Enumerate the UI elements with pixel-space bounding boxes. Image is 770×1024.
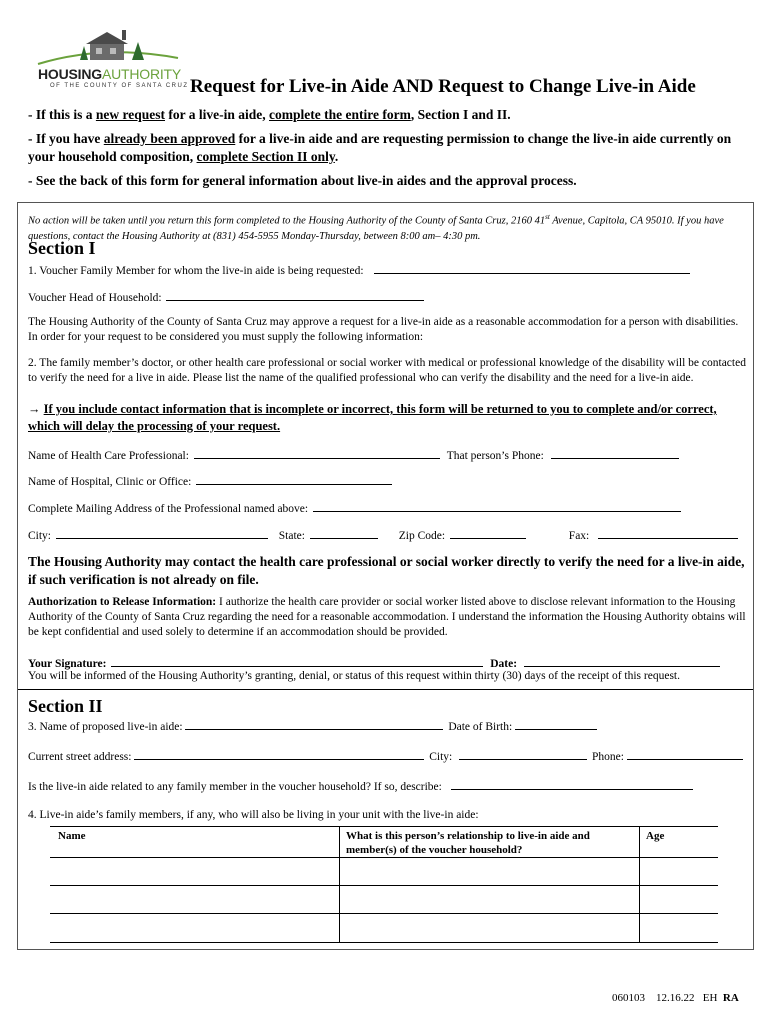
aide-dob-field[interactable] xyxy=(515,718,597,730)
professional-row: Name of Health Care Professional: That person’s Phone: xyxy=(28,447,748,464)
table-row[interactable] xyxy=(50,942,718,943)
incomplete-info-warning: → If you include contact information that is incomplete or incorrect, this form will be returned to you to complete and/or correct, which will delay the processing of your request. xyxy=(28,402,717,433)
form-title: Request for Live-in Aide AND Request to Change Live-in Aide xyxy=(190,76,696,97)
logo-house-icon xyxy=(34,28,182,68)
head-of-household-row: Voucher Head of Household: xyxy=(28,289,748,306)
aide-address-row: Current street address: City: Phone: xyxy=(28,748,748,765)
aide-street-field[interactable] xyxy=(134,748,424,760)
intro-see-back: - See the back of this form for general information about live-in aides and the approval process. xyxy=(28,173,577,188)
authorization-paragraph: Authorization to Release Information: I authorize the health care provider or social worker listed above to disclose relevant information to the Housing Authority of the County of Santa Cruz regarding the need for a reasonable accommodation. I understand the information the Housing Authority obtains will be kept confidential and used solely to determine if an accommodation should be provided. xyxy=(28,596,746,638)
approve-paragraph: The Housing Authority of the County of Santa Cruz may approve a request for a live-in aide as a reasonable accommodation for a person with disabilities. In order for your request to be considered you must supply the following information: xyxy=(28,316,739,343)
table-row[interactable] xyxy=(50,885,718,886)
proposed-aide-row: 3. Name of proposed live-in aide: Date of Birth: xyxy=(28,718,748,735)
professional-zip-field[interactable] xyxy=(450,527,526,539)
city-state-zip-fax-row: City: State: Zip Code: Fax: xyxy=(28,527,748,544)
professional-name-field[interactable] xyxy=(194,447,440,459)
section-1-heading: Section I xyxy=(28,238,96,258)
housing-authority-logo xyxy=(34,28,189,100)
professional-city-field[interactable] xyxy=(56,527,268,539)
table-top-line xyxy=(50,826,718,827)
aide-phone-field[interactable] xyxy=(627,748,743,760)
voucher-family-member-field[interactable] xyxy=(374,262,690,274)
logo-wordmark: HOUSINGAUTHORITY xyxy=(38,66,182,82)
table-header-age: Age xyxy=(646,830,665,842)
intro-new-request: - If this is a new request for a live-in aide, complete the entire form, Section I and II. xyxy=(28,107,511,122)
question-2-paragraph: 2. The family member’s doctor, or other health care professional or social worker with medical or professional knowledge of the disability will be contacted to verify the need for a live in aide. Please list the name of the qualified professional who can verify the disability and the need for a live-in aide. xyxy=(28,357,746,384)
decision-notice: You will be informed of the Housing Authority’s granting, denial, or status of this request within thirty (30) days of the receipt of this request. xyxy=(28,670,680,682)
aide-related-field[interactable] xyxy=(451,778,693,790)
arrow-right-icon: → xyxy=(28,402,41,416)
contact-notice: The Housing Authority may contact the health care professional or social worker directly to verify the need for a live-in aide, if such verification is not already on file. xyxy=(28,554,745,587)
signature-date-field[interactable] xyxy=(524,655,720,667)
proposed-aide-name-field[interactable] xyxy=(185,718,443,730)
section-divider xyxy=(18,689,753,690)
table-header-relationship: What is this person’s relationship to live-in aide and member(s) of the voucher household? xyxy=(346,830,590,856)
professional-state-field[interactable] xyxy=(310,527,378,539)
form-footer-code: 060103 12.16.22 EH RA xyxy=(612,992,739,1004)
table-header-name: Name xyxy=(58,830,86,842)
section-2-heading: Section II xyxy=(28,696,103,716)
mailing-address-row: Complete Mailing Address of the Professional named above: xyxy=(28,500,748,517)
mailing-address-field[interactable] xyxy=(313,500,681,512)
signature-field[interactable] xyxy=(111,655,483,667)
aide-related-row: Is the live-in aide related to any family member in the voucher household? If so, describe: xyxy=(28,778,748,795)
question-4-text: 4. Live-in aide’s family members, if any, who will also be living in your unit with the live-in aide: xyxy=(28,809,479,821)
voucher-family-member-row: 1. Voucher Family Member for whom the live-in aide is being requested: xyxy=(28,262,748,279)
table-row[interactable] xyxy=(50,913,718,914)
hospital-row: Name of Hospital, Clinic or Office: xyxy=(28,473,748,490)
return-instructions-note: No action will be taken until you return this form completed to the Housing Authority of the County of Santa Cruz, 2160 41st Avenue, Capitola, CA 95010. If you have questions, contact the Housing Authority at (831) 454-5955 Monday-Thursday, between 8:00 am– 4:30 pm. xyxy=(28,213,724,242)
professional-phone-field[interactable] xyxy=(551,447,679,459)
table-column-divider xyxy=(639,826,640,942)
aide-city-field[interactable] xyxy=(459,748,587,760)
logo-subline: OF THE COUNTY OF SANTA CRUZ xyxy=(50,83,189,89)
head-of-household-field[interactable] xyxy=(166,289,424,301)
signature-row: Your Signature: Date: xyxy=(28,655,748,672)
table-row[interactable] xyxy=(50,857,718,858)
professional-fax-field[interactable] xyxy=(598,527,738,539)
intro-change-request: - If you have already been approved for a live-in aide and are requesting permission to change the live-in aide currently on your household composition, complete Section II only. xyxy=(28,131,732,164)
hospital-field[interactable] xyxy=(196,473,392,485)
table-column-divider xyxy=(339,826,340,942)
